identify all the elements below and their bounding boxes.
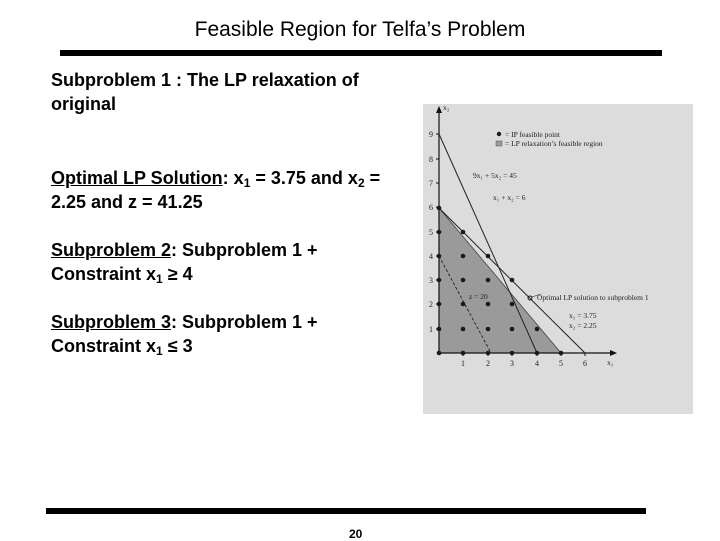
optimal-label: Optimal LP solution to subproblem 1	[537, 293, 649, 302]
subproblem-1-text: Subproblem 1 : The LP relaxation of original	[51, 70, 359, 114]
optimal-lp-solution-heading: Optimal LP Solution	[51, 168, 223, 188]
y-tick: 7	[429, 179, 433, 188]
optimal-x2-value: x₂ = 2.25	[569, 321, 597, 330]
x-tick: 5	[559, 359, 563, 368]
y-tick: 2	[429, 300, 433, 309]
optimal-x1-value: x₁ = 3.75	[569, 311, 597, 320]
x-axis-label: x₁	[607, 358, 614, 367]
x-tick: 6	[583, 359, 587, 368]
y-tick: 5	[429, 228, 433, 237]
constraint-1-label: 9x₁ + 5x₂ = 45	[473, 171, 517, 180]
x-tick: 2	[486, 359, 490, 368]
objective-label: z = 20	[469, 292, 488, 301]
page-number: 20	[349, 527, 363, 541]
slide-title: Feasible Region for Telfa’s Problem	[194, 18, 526, 41]
bottom-rule	[46, 508, 646, 514]
subproblem-3-text: Subproblem 3: Subproblem 1 + Constraint $x_1 \le 3$	[51, 312, 318, 358]
top-rule	[60, 50, 662, 56]
legend-lp-region: = LP relaxation’s feasible region	[505, 139, 603, 148]
legend-dot-icon	[497, 132, 501, 136]
legend	[496, 130, 603, 148]
x-axis-arrow	[610, 350, 617, 356]
x-tick: 3	[510, 359, 514, 368]
y-tick: 1	[429, 325, 433, 334]
y-axis-arrow	[436, 106, 442, 113]
optimal-lp-solution-text: Optimal LP Solution: $x_1 = 3.75$ and $x_2 = 2.25$ and z = 41.25	[51, 168, 381, 212]
subproblem-2-text: Subproblem 2: Subproblem 1 + Constraint $x_1 \ge 4$	[51, 240, 318, 286]
legend-square-icon	[496, 141, 502, 146]
x-tick: 1	[461, 359, 465, 368]
y-tick: 6	[429, 203, 433, 212]
x-tick-labels	[461, 353, 587, 368]
y-tick: 8	[429, 155, 433, 164]
constraint-2-label: x₁ + x₂ = 6	[493, 193, 526, 202]
subproblem-3-heading: Subproblem 3	[51, 312, 172, 332]
x-tick: 4	[535, 359, 539, 368]
y-tick: 3	[429, 276, 433, 285]
y-tick: 9	[429, 130, 433, 139]
subproblem-2-heading: Subproblem 2	[51, 240, 172, 260]
y-axis-label: x₂	[443, 104, 450, 112]
legend-ip-point: = IP feasible point	[505, 130, 560, 139]
lp-feasible-region	[439, 208, 561, 353]
feasible-region-figure	[423, 104, 693, 414]
feasible-region-plot	[423, 104, 693, 414]
y-tick: 4	[429, 252, 433, 261]
